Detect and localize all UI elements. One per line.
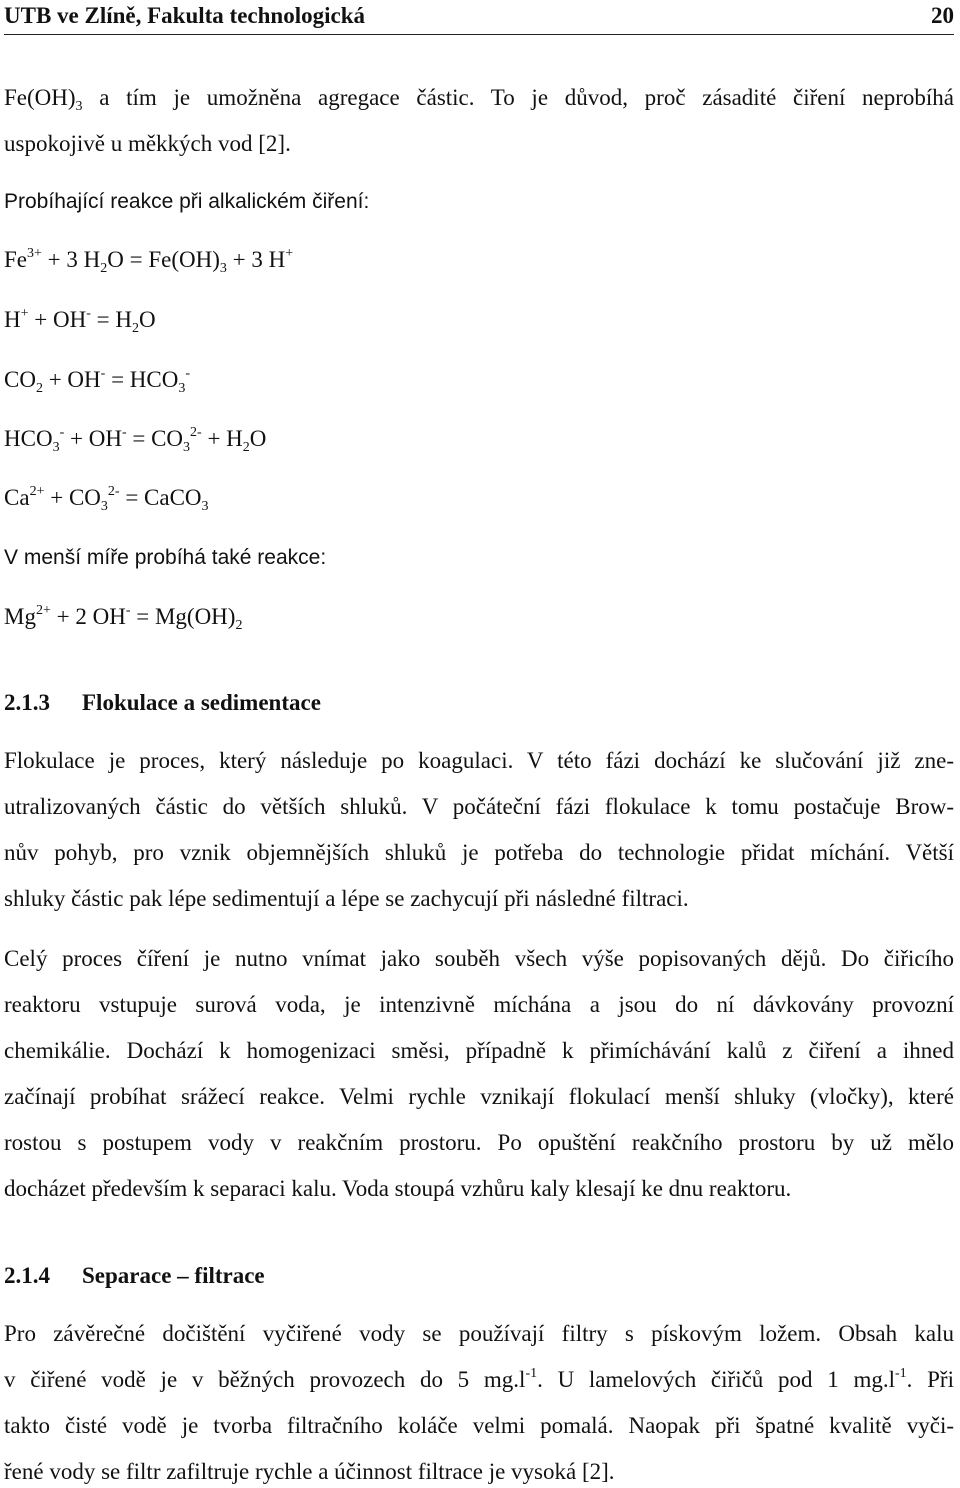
paragraph-line: Celý proces číření je nutno vnímat jako souběh všech výše popisovaných dějů. Do čiřicího — [4, 946, 954, 971]
section-number: 2.1.4 — [4, 1263, 50, 1288]
section-heading-2-1-3 — [4, 689, 321, 717]
paragraph-line: Pro závěrečné dočištění vyčiřené vody se používají filtry s pískovým ložem. Obsah kalu — [4, 1321, 954, 1346]
page-number: 20 — [931, 3, 954, 28]
intro-line-2: uspokojivě u měkkých vod [2]. — [4, 131, 291, 156]
paragraph-line: v čiřené vodě je v běžných provozech do 5 $mg.l^{-1}$. U lamelových čiřičů pod 1 $mg.l^{-1}$. Při — [4, 1366, 954, 1392]
section-title: Flokulace a sedimentace — [82, 690, 321, 715]
equation-2: $H^+ + OH^- = H_2O$ — [4, 306, 156, 336]
paragraph-line: docházet především k separaci kalu. Voda stoupá vzhůru kaly klesají ke dnu reaktoru. — [4, 1176, 792, 1201]
page-header — [4, 0, 954, 35]
section-title: Separace – filtrace — [82, 1263, 265, 1288]
equation-6: $Mg^{2+} + 2$ $OH^- = Mg(OH)_2$ — [4, 603, 243, 633]
header-title: UTB ve Zlíně, Fakulta technologická — [4, 3, 365, 28]
equation-1: $Fe^{3+} + 3$ $H_2O = Fe(OH)_3 + 3$ H+ — [4, 246, 294, 276]
paragraph-line: Flokulace je proces, který následuje po koagulaci. V této fázi dochází ke slučování již zne- — [4, 748, 954, 773]
paragraph-line: reaktoru vstupuje surová voda, je intenzivně míchána a jsou do ní dávkovány provozní — [4, 992, 954, 1017]
paragraph-line: chemikálie. Dochází k homogenizaci směsi, případně k přimíchávání kalů z čiření a ihned — [4, 1038, 954, 1063]
equation-3: $CO_2 + OH^- = HCO_3^-$ — [4, 366, 191, 396]
section-number: 2.1.3 — [4, 690, 50, 715]
paragraph-line: takto čisté vodě je tvorba filtračního koláče velmi pomalá. Naopak při špatné kvalitě vyči- — [4, 1413, 954, 1438]
reactions-title: Probíhající reakce při alkalickém čiření: — [4, 190, 370, 213]
equation-5: $Ca^{2+} + CO_3^{2-}$ = CaCO$_3$ — [4, 484, 209, 514]
intro-line-1: $Fe(OH)_3$ a tím je umožněna agregace částic. To je důvod, proč zásadité čiření neprobíhá — [4, 85, 955, 114]
equation-4: $HCO_3^- + OH^- = CO_3^{2-} + H_2O$ — [4, 425, 267, 455]
paragraph-line: shluky částic pak lépe sedimentují a lépe se zachycují při následné filtraci. — [4, 886, 689, 911]
paragraph-line: začínají probíhat srážecí reakce. Velmi rychle vznikají flokulací menší shluky (vločky), které — [4, 1084, 954, 1109]
paragraph-line: utralizovaných částic do větších shluků. V počáteční fázi flokulace k tomu postačuje Brow- — [4, 794, 954, 819]
section-heading-2-1-4 — [4, 1262, 265, 1290]
paragraph-line: nův pohyb, pro vznik objemnějších shluků je potřeba do technologie přidat míchání. Větší — [4, 840, 954, 865]
minor-reaction-title: V menší míře probíhá také reakce: — [4, 546, 327, 569]
paragraph-line: řené vody se filtr zafiltruje rychle a účinnost filtrace je vysoká [2]. — [4, 1459, 615, 1484]
paragraph-line: rostou s postupem vody v reakčním prostoru. Po opuštění reakčního prostoru by už mělo — [4, 1130, 954, 1155]
